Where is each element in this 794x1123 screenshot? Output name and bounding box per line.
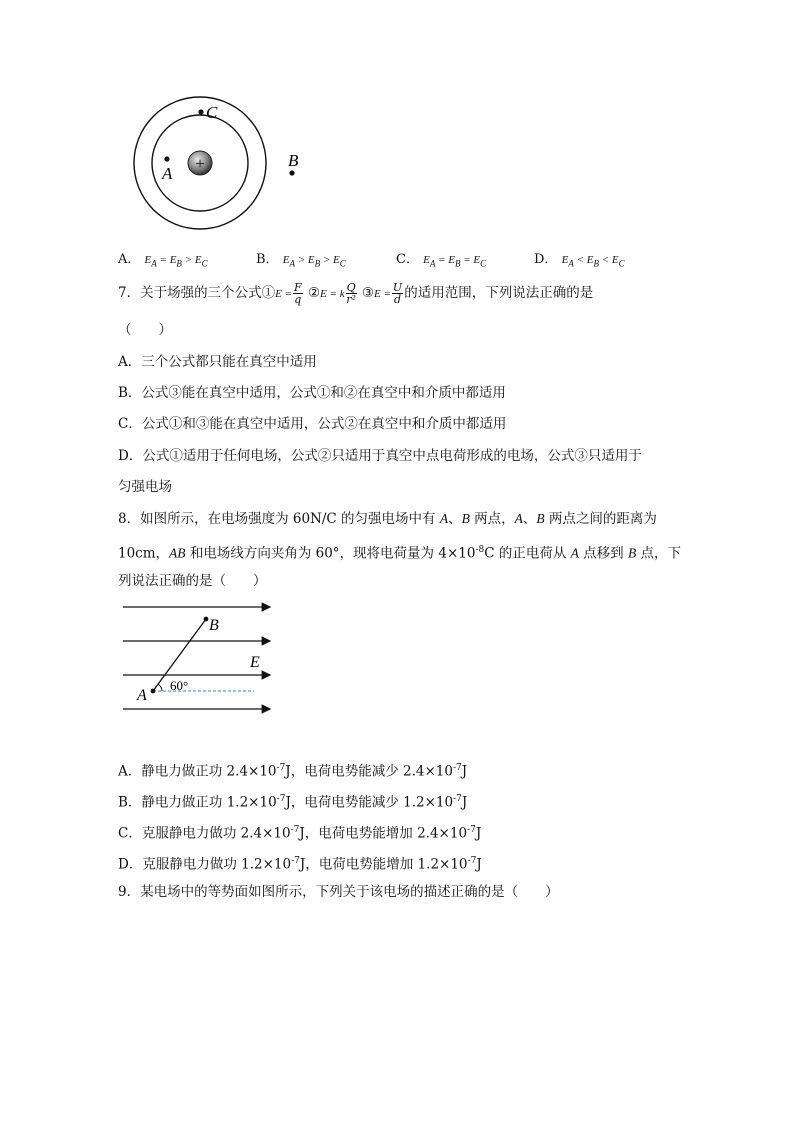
q8-option-b: B．静电力做正功 $1.2\times 10^{-7}J$，电荷电势能减少 $1.2\times 10^{-7}J$ <box>118 794 468 811</box>
point-a-dot <box>164 156 169 161</box>
point-a-dot <box>151 689 156 694</box>
q8-stem-line2: 10cm，AB 和电场线方向夹角为 60°，现将电荷量为 $4\times 10^{-8}C$ 的正电荷从 A 点移到 B 点，下 <box>118 545 682 562</box>
point-c-dot <box>198 109 203 114</box>
q8-stem-line3: 列说法正确的是（ ） <box>118 573 267 589</box>
label-b: B <box>288 151 299 170</box>
angle-arc <box>158 684 162 691</box>
point-b-dot <box>204 617 209 622</box>
label-c: C <box>206 103 218 122</box>
label-a: A <box>162 164 173 183</box>
q8-stem-line1: 8．如图所示，在电场强度为 60N/C 的匀强电场中有 A、B 两点，A、B 两点之间的距离为 <box>118 511 657 527</box>
fig2-label-e: E <box>250 654 260 671</box>
point-b-dot <box>289 170 294 175</box>
q8-option-a: A．静电力做正功 $2.4\times 10^{-7}J$，电荷电势能减少 $2.4\times 10^{-7}J$ <box>118 763 468 780</box>
q6-option-d: D． $E_A < E_B < E_C$ <box>534 252 625 269</box>
plus-sign: + <box>195 154 205 173</box>
q9-stem: 9．某电场中的等势面如图所示，下列关于该电场的描述正确的是（ ） <box>118 884 559 900</box>
q8-option-c: C．克服静电力做功 $2.4\times 10^{-7}J$，电荷电势能增加 $2.4\times 10^{-7}J$ <box>118 825 482 842</box>
q7-option-b: B．公式③能在真空中适用，公式①和②在真空中和介质中都适用 <box>118 385 506 401</box>
fig2-label-b: B <box>209 617 219 634</box>
q6-option-b: B． $E_A > E_B > E_C$ <box>256 252 346 269</box>
figure-concentric-circles <box>125 88 315 238</box>
q6-option-a: A． $E_A = E_B > E_C$ <box>118 252 208 269</box>
q7-option-c: C．公式①和③能在真空中适用，公式②在真空中和介质中都适用 <box>118 416 507 432</box>
q7-option-d-line1: D．公式①适用于任何电场，公式②只适用于真空中点电荷形成的电场，公式③只适用于 <box>118 448 642 464</box>
q7-answer-paren: （ ） <box>118 322 172 338</box>
fig2-angle-label: 60° <box>170 678 189 693</box>
q8-option-d: D．克服静电力做功 $1.2\times 10^{-7}J$，电荷电势能增加 $1.2\times 10^{-7}J$ <box>118 856 482 873</box>
fig2-label-a: A <box>137 687 147 704</box>
q6-option-c: C． $E_A = E_B = E_C$ <box>396 252 487 269</box>
q7-option-d-line2: 匀强电场 <box>118 479 172 495</box>
figure-uniform-field <box>118 598 283 718</box>
q7-stem: 7．关于场强的三个公式①E = $\frac{F}{q}$ ②E = k $\frac{Q}{\text{r²}}$ ③E = $\frac{U}{d}$ 的适用范围，下列说法正确的是 <box>118 281 594 306</box>
q7-option-a: A．三个公式都只能在真空中适用 <box>118 354 317 370</box>
